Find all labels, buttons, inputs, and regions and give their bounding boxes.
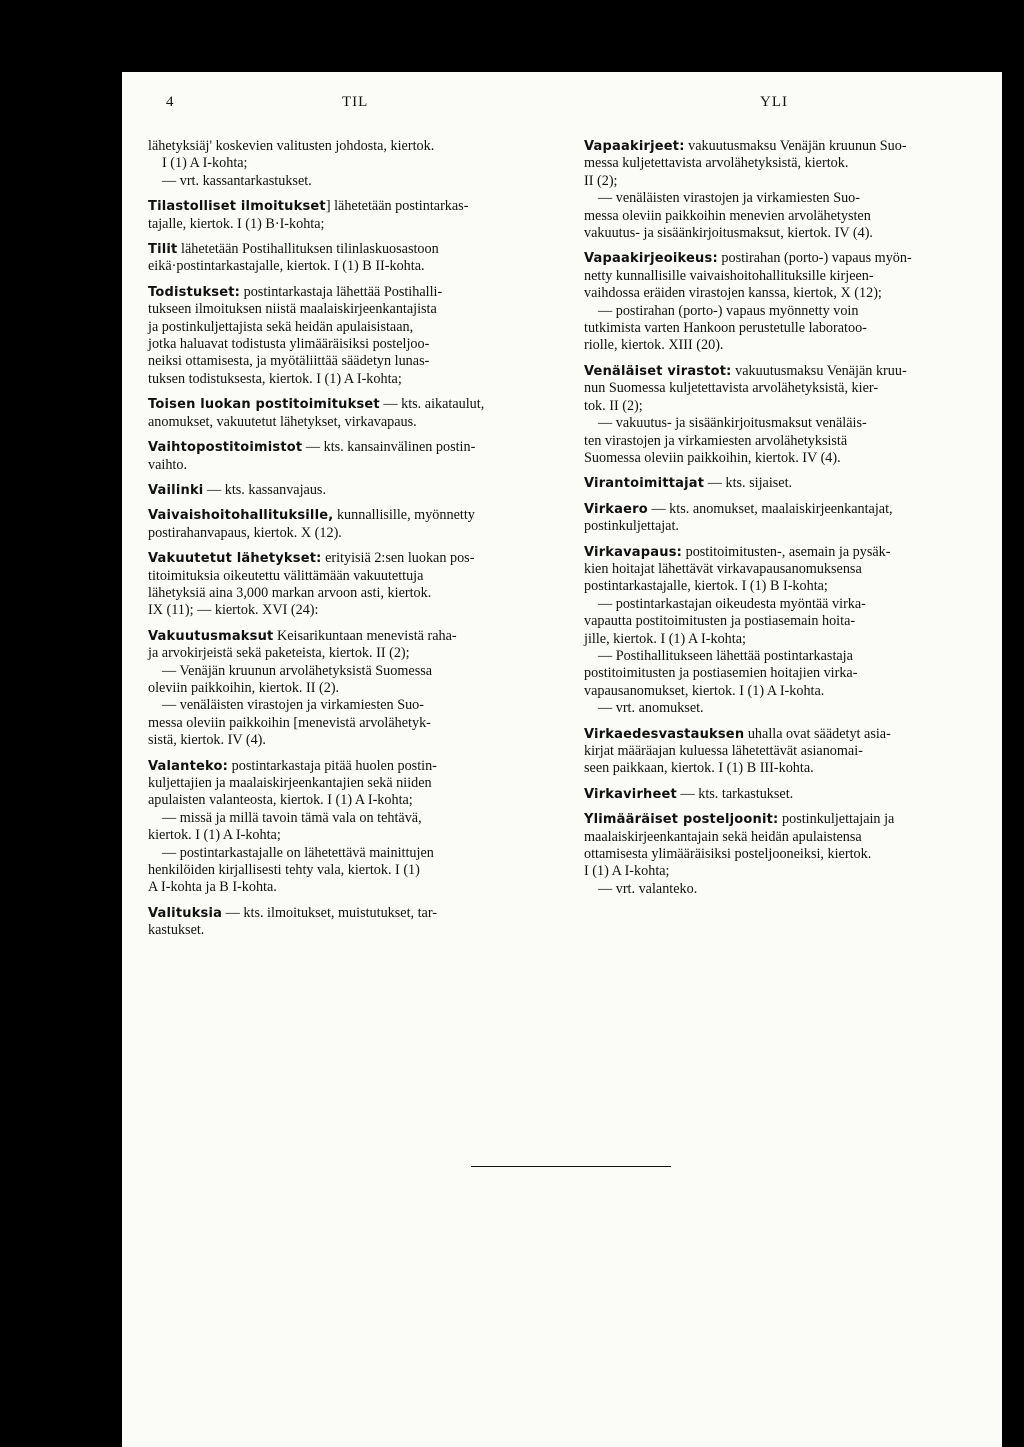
entry-line: vapausanomukset, kiertok. I (1) A I-kohta.	[584, 682, 825, 699]
entry-text: vakuutusmaksu Venäjän kruunun Suo-	[684, 138, 907, 154]
entry-text: — kts. anomukset, maalaiskirjeenkantajat,	[647, 500, 893, 517]
entry-line: tuksen todistuksesta, kiertok. I (1) A I-kohta;	[148, 370, 402, 387]
entry-heading: Todistukset:	[148, 284, 241, 300]
entry-line: Suomessa oleviin paikkoihin, kiertok. IV (4).	[584, 449, 841, 466]
entry-text: — kts. sijaiset.	[704, 475, 793, 492]
entry-line: eikä·postintarkastajalle, kiertok. I (1) B II-kohta.	[148, 258, 425, 275]
entry-line	[148, 241, 558, 258]
entry-line	[584, 786, 998, 803]
entry-line	[148, 628, 558, 645]
entry-heading: Virantoimittajat	[584, 476, 705, 492]
entry-line	[148, 439, 558, 456]
entry-text: vakuutusmaksu Venäjän kruu-	[731, 362, 907, 379]
entry-line: postinkuljettajat.	[584, 518, 679, 535]
index-entry	[148, 198, 558, 233]
entry-heading: Toisen luokan postitoimitukset	[148, 397, 380, 413]
entry-line: jille, kiertok. I (1) A I-kohta;	[584, 630, 746, 647]
entry-line: kastukset.	[148, 922, 205, 939]
entry-text: — kts. aikataulut,	[379, 396, 485, 413]
entry-line: tajalle, kiertok. I (1) B·I-kohta;	[148, 215, 325, 232]
entry-line	[148, 905, 558, 922]
entry-text: postitoimitusten-, asemain ja pysäk-	[682, 543, 891, 560]
entry-line: lähetyksiä aina 3,000 markan arvoon asti, kiertok.	[148, 584, 432, 601]
index-entry	[584, 501, 998, 536]
index-entry	[148, 507, 558, 542]
entry-heading: Virkavirheet	[584, 786, 677, 802]
entry-line: henkilöiden kirjallisesti tehty vala, kiertok. I (1)	[148, 862, 420, 879]
entry-line	[584, 363, 998, 380]
entry-line: — Venäjän kruunun arvolähetyksistä Suomessa	[162, 662, 433, 679]
entry-line: tutkimista varten Hankoon perustetulle laboratoo-	[584, 320, 867, 337]
entry-line: — Postihallitukseen lähettää postintarkastaja	[598, 647, 853, 664]
entry-line: — postirahan (porto-) vapaus myönnetty voin	[598, 302, 859, 319]
entry-line: messa oleviin paikkoihin menevien arvolähetysten	[584, 207, 871, 224]
entry-line	[584, 138, 998, 155]
entry-line: oleviin paikkoihin, kiertok. II (2).	[148, 679, 340, 696]
entry-heading: Venäläiset virastot:	[584, 363, 732, 379]
entry-line: riolle, kiertok. XIII (20).	[584, 337, 724, 354]
entry-line: sistä, kiertok. IV (4).	[148, 732, 266, 749]
entry-line	[584, 475, 998, 492]
index-entry	[148, 284, 558, 388]
index-entry	[584, 726, 998, 778]
entry-line	[584, 544, 998, 561]
entry-line: postitoimitusten ja postiasemien hoitajien virka-	[584, 665, 858, 682]
entry-line: maalaiskirjeenkantajain sekä heidän apulaistensa	[584, 828, 862, 845]
entry-line: messa oleviin paikkoihin [menevistä arvolähetyk-	[148, 714, 431, 731]
entry-text: postintarkastaja lähettää Postihalli-	[240, 283, 443, 300]
entry-text: postinkuljettajain ja	[778, 811, 895, 828]
entry-line: kuljettajien ja maalaiskirjeenkantajien sekä niiden	[148, 775, 432, 791]
entry-line	[148, 482, 558, 499]
entry-line: I (1) A I-kohta;	[162, 155, 248, 172]
entry-line: ja arvokirjeistä sekä paketeista, kiertok. II (2);	[148, 645, 410, 662]
entry-line: postintarkastajalle, kiertok. I (1) B I-kohta;	[584, 578, 828, 595]
entry-line: vapautta postitoimitusten ja postiasemain hoita-	[584, 613, 856, 630]
entry-line: jotka haluavat todistusta ylimääräisiksi posteljoo-	[148, 336, 430, 353]
entry-line	[148, 758, 558, 775]
entry-line: ja postinkuljettajista sekä heidän apulaisistaan,	[148, 318, 414, 335]
entry-line: tok. II (2);	[584, 397, 643, 414]
entry-line: vaihto.	[148, 456, 188, 473]
entry-heading: Virkaedesvastauksen	[584, 726, 745, 742]
header-left-title: TIL	[342, 94, 369, 110]
entry-line: — missä ja millä tavoin tämä vala on tehtävä,	[162, 809, 422, 826]
entry-line: — vrt. valanteko.	[598, 880, 698, 897]
entry-text: postintarkastaja pitää huolen postin-	[228, 757, 437, 774]
entry-line: neiksi ottamisesta, ja myötäliittää säädetyn lunas-	[148, 353, 430, 370]
entry-line: kirjat määräajan kuluessa lähetettävät asianomai-	[584, 743, 863, 759]
entry-line	[584, 726, 998, 743]
entry-text: postirahan (porto-) vapaus myön-	[717, 250, 912, 267]
index-entry	[148, 482, 558, 499]
entry-line: tukseen ilmoituksen niistä maalaiskirjeenkantajista	[148, 301, 437, 318]
page-number: 4	[166, 94, 175, 110]
index-entry	[148, 138, 558, 190]
entry-heading: Vakuutusmaksut	[148, 628, 274, 644]
entry-line	[584, 250, 998, 267]
entry-line: vakuutus- ja sisäänkirjoitusmaksut, kiertok. IV (4).	[584, 225, 873, 242]
entry-line	[148, 550, 558, 567]
entry-line: — postintarkastajalle on lähetettävä mainittujen	[162, 844, 434, 861]
index-entry	[148, 439, 558, 474]
entry-line: IX (11); — kiertok. XVI (24):	[148, 602, 319, 619]
entry-heading: Virkaero	[584, 501, 648, 517]
entry-text: — kts. kassanvajaus.	[203, 481, 327, 498]
index-entry	[584, 544, 998, 718]
entry-text: — kts. kansainvälinen postin-	[302, 439, 476, 456]
entry-line: — venäläisten virastojen ja virkamiesten Suo-	[598, 190, 861, 207]
entry-heading: Vakuutetut lähetykset:	[148, 551, 322, 567]
entry-line: II (2);	[584, 172, 618, 189]
right-column	[584, 138, 998, 906]
entry-line: I (1) A I-kohta;	[584, 863, 670, 880]
index-entry	[584, 786, 998, 803]
entry-line: — vakuutus- ja sisäänkirjoitusmaksut venäläis-	[598, 415, 867, 432]
entry-heading: Vaihtopostitoimistot	[148, 440, 303, 456]
index-entry	[148, 550, 558, 620]
entry-heading: Vaivaishoitohallituksille,	[148, 508, 334, 524]
entry-text: kunnallisille, myönnetty	[333, 507, 475, 524]
entry-text: — kts. ilmoitukset, muistutukset, tar-	[222, 904, 438, 921]
entry-line: ottamisesta ylimääräisiksi posteljooneiksi, kiertok.	[584, 846, 872, 863]
page-header	[122, 94, 1002, 118]
entry-line: A I-kohta ja B I-kohta.	[148, 879, 277, 896]
entry-line: kiertok. I (1) A I-kohta;	[148, 827, 281, 844]
document-page	[122, 72, 1002, 1447]
entry-text: ] lähetetään postintarkas-	[325, 198, 469, 215]
entry-line	[148, 198, 558, 215]
end-separator-line	[471, 1166, 671, 1167]
entry-line: nun Suomessa kuljetettavista arvolähetyksistä, kier-	[584, 380, 879, 397]
index-entry	[584, 475, 998, 492]
index-entry	[584, 363, 998, 467]
entry-line	[148, 284, 558, 301]
entry-line: — vrt. kassantarkastukset.	[162, 172, 312, 189]
left-column	[148, 138, 558, 948]
entry-line: messa kuljetettavista arvolähetyksistä, kiertok.	[584, 155, 849, 172]
entry-text: — kts. tarkastukset.	[676, 785, 794, 802]
entry-line: netty kunnallisille vaivaishoitohallituksille kirjeen-	[584, 267, 874, 284]
entry-line: postirahanvapaus, kiertok. X (12).	[148, 524, 342, 541]
index-entry	[148, 241, 558, 276]
entry-text: erityisiä 2:sen luokan pos-	[321, 550, 475, 567]
index-entry	[584, 138, 998, 242]
entry-heading: Ylimääräiset posteljoonit:	[584, 812, 779, 828]
entry-line: titoimituksia oikeutettu välittämään vakuutettuja	[148, 567, 424, 584]
index-entry	[584, 811, 998, 898]
entry-text: uhalla ovat säädetyt asia-	[744, 725, 891, 742]
entry-line	[148, 507, 558, 524]
entry-line: anomukset, vakuutetut lähetykset, virkavapaus.	[148, 413, 417, 430]
entry-line: kien hoitajat lähettävät virkavapausanomuksensa	[584, 560, 862, 577]
entry-heading: Tilit	[148, 242, 178, 258]
entry-heading: Valanteko:	[148, 758, 229, 774]
index-entry	[148, 396, 558, 431]
entry-line	[584, 811, 998, 828]
entry-text: lähetetään Postihallituksen tilinlaskuosastoon	[177, 241, 439, 258]
entry-heading: Vapaakirjeet:	[584, 139, 685, 154]
entry-line	[148, 396, 558, 413]
entry-heading: Tilastolliset ilmoitukset	[148, 199, 326, 215]
index-entry	[148, 905, 558, 940]
index-entry	[148, 628, 558, 750]
entry-line	[584, 501, 998, 518]
entry-line: vaihdossa eräiden virastojen kanssa, kiertok, X (12);	[584, 285, 882, 302]
entry-line: lähetyksiäj' koskevien valitusten johdosta, kiertok.	[148, 138, 435, 154]
index-entry	[584, 250, 998, 354]
entry-line: ten virastojen ja virkamiesten arvolähetyksistä	[584, 432, 848, 449]
entry-line: — venäläisten virastojen ja virkamiesten Suo-	[162, 697, 425, 714]
entry-heading: Vapaakirjeoikeus:	[584, 251, 718, 267]
index-entry	[148, 758, 558, 897]
entry-line: — vrt. anomukset.	[598, 700, 704, 717]
entry-line: apulaisten valanteosta, kiertok. I (1) A I-kohta;	[148, 792, 413, 809]
entry-heading: Vailinki	[148, 482, 204, 498]
entry-text: Keisarikuntaan menevistä raha-	[273, 627, 457, 644]
entry-line: seen paikkaan, kiertok. I (1) B III-kohta.	[584, 760, 814, 777]
entry-line: — postintarkastajan oikeudesta myöntää virka-	[598, 595, 866, 612]
header-right-title: YLI	[760, 94, 788, 110]
entry-heading: Valituksia	[148, 905, 223, 921]
entry-heading: Virkavapaus:	[584, 544, 683, 560]
